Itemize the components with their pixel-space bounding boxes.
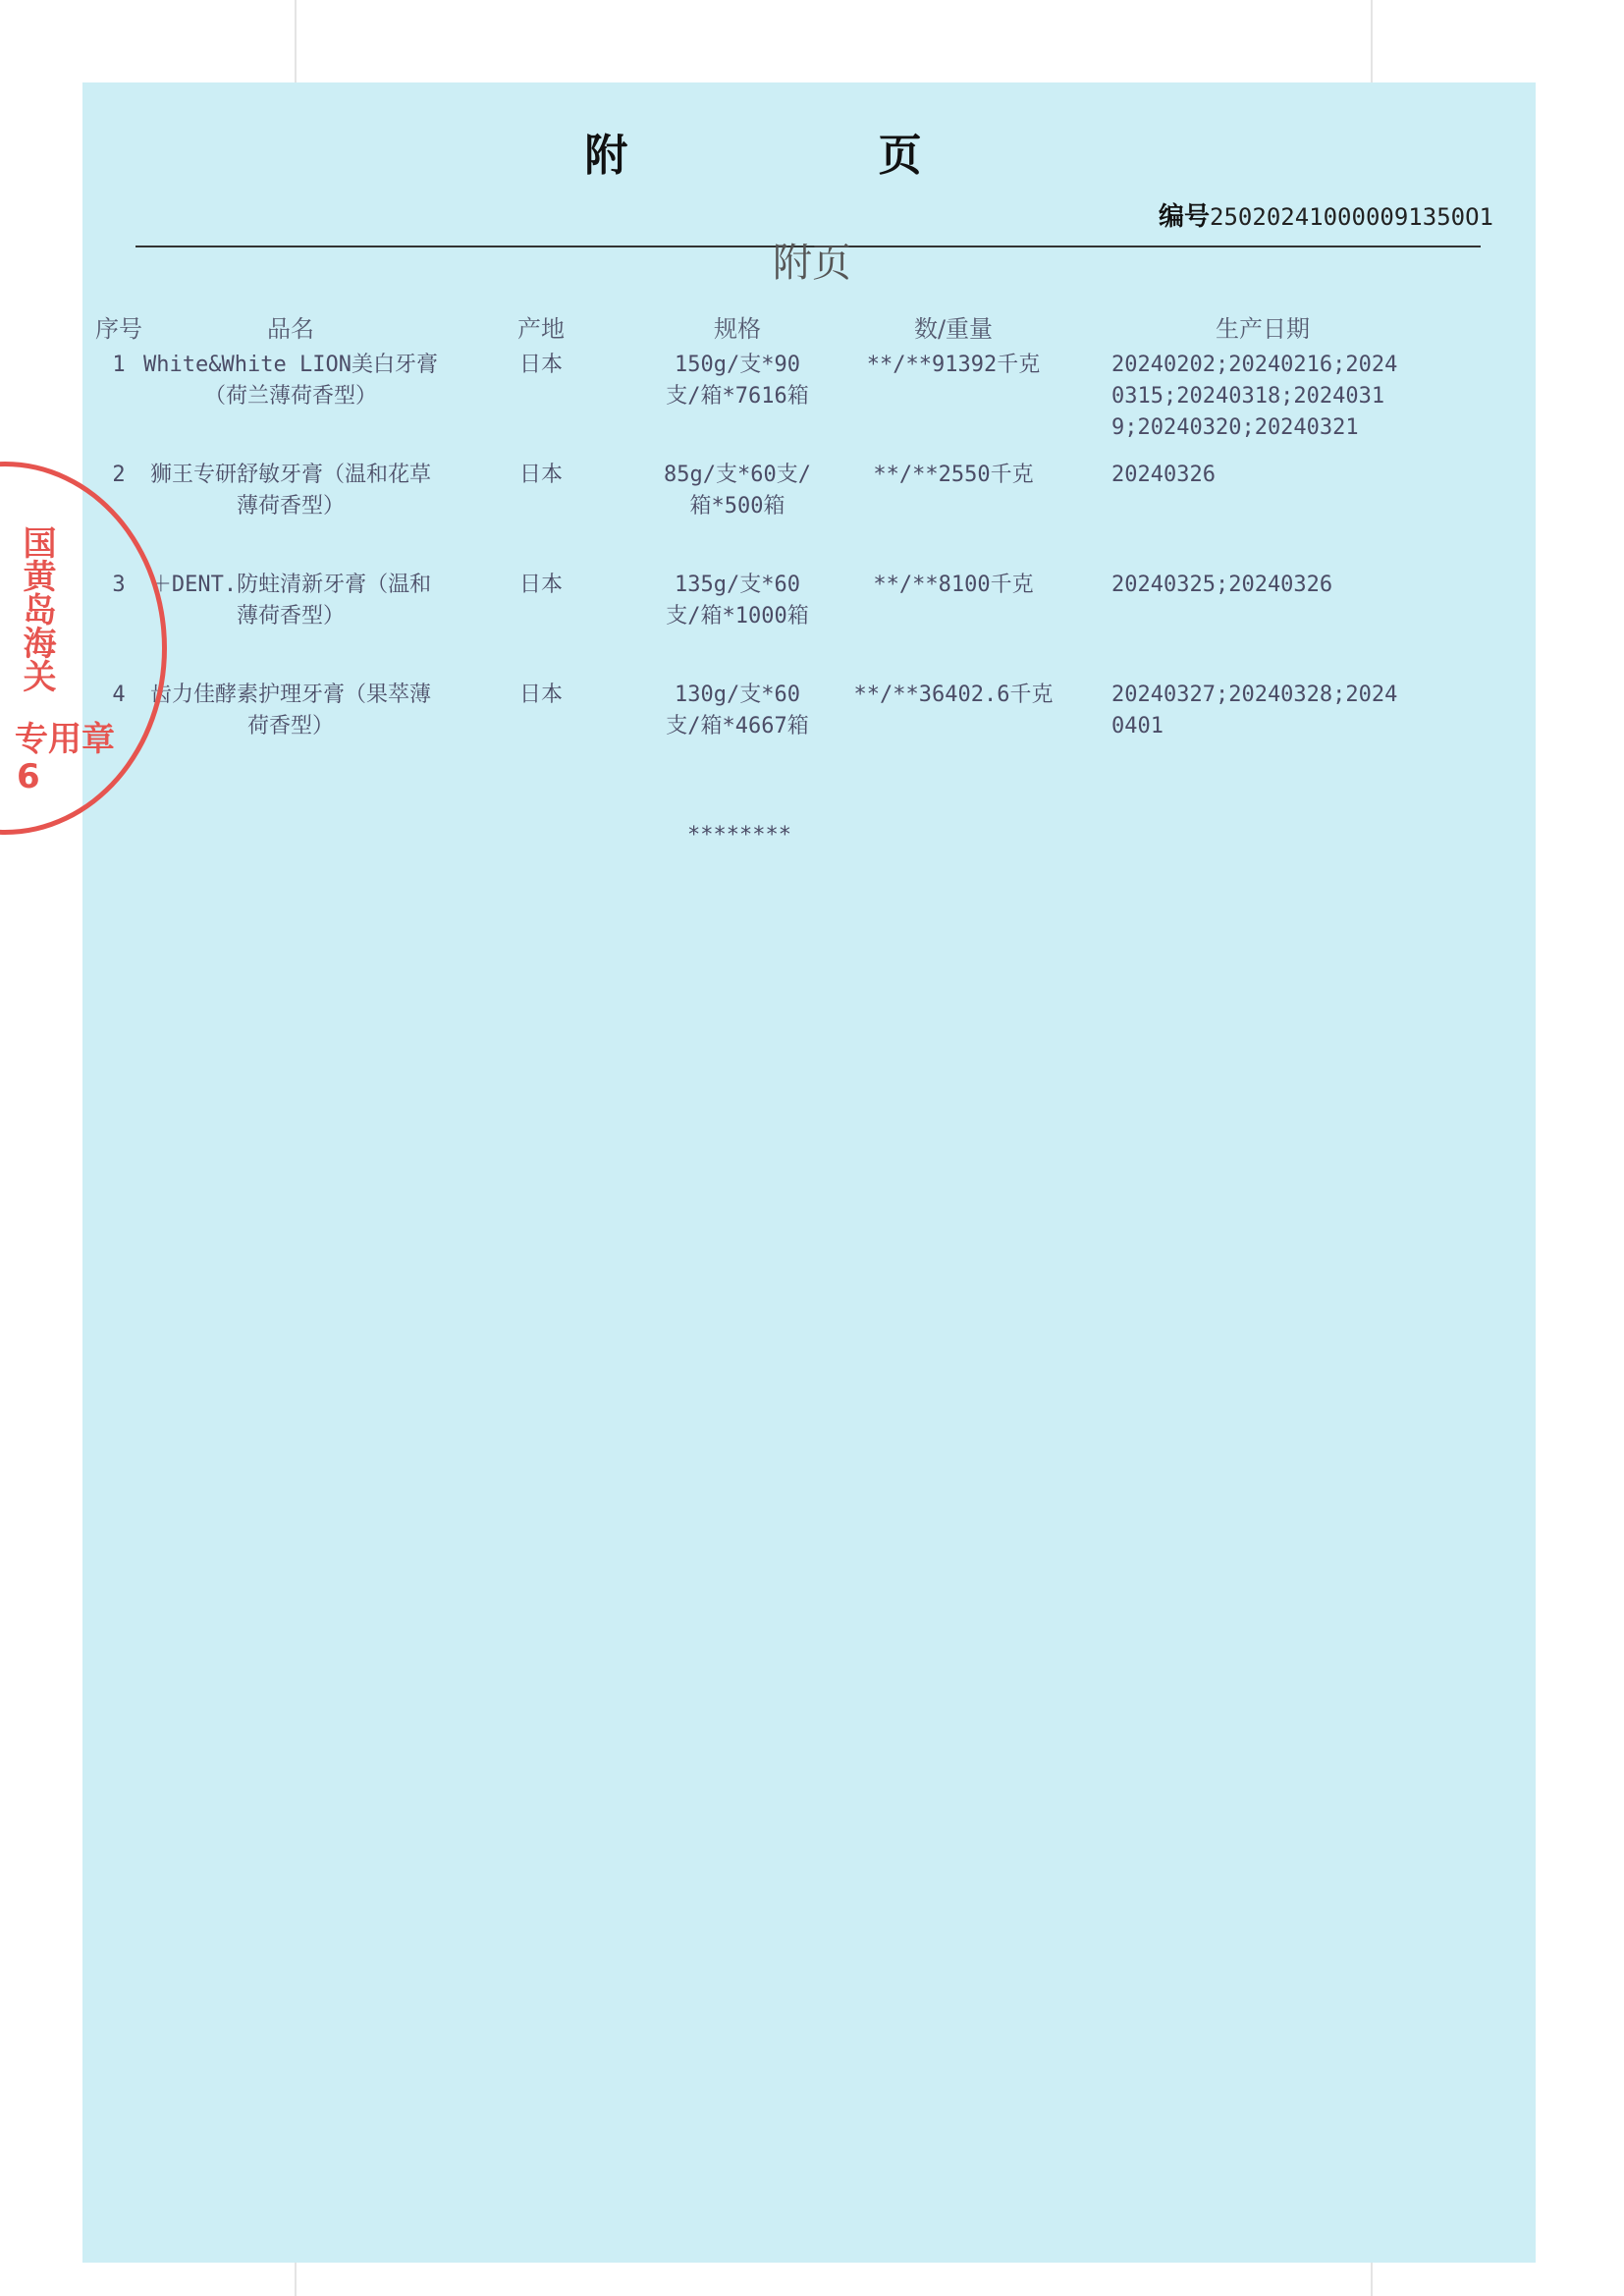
cell-dates: 20240326 [1111,463,1216,487]
cell-spec: 130g/支*60支/箱*4667箱 [666,683,809,738]
serial-label: 编号 [1159,202,1211,232]
seal-text-top: 国黄岛海关 [17,525,56,692]
cell-origin: 日本 [518,683,563,707]
table-end-mark: ******** [687,823,791,847]
table-row [94,566,1508,676]
cell-name: 齿力佳酵素护理牙膏（果萃薄荷香型） [149,683,431,738]
cell-no: 2 [112,463,126,487]
col-header-origin: 产地 [517,314,565,343]
cell-qty: **/**36402.6千克 [853,683,1054,707]
goods-table [94,306,1508,786]
cell-name: 狮王专研舒敏牙膏（温和花草薄荷香型） [149,463,431,519]
page-title: 附 页 [584,131,1040,181]
cell-dates: 20240327;20240328;20240401 [1111,683,1398,738]
table-row [94,346,1508,456]
serial-value: 250202410000091350O1 [1210,203,1493,231]
cell-origin: 日本 [518,353,563,377]
col-header-spec: 规格 [714,314,761,343]
cell-qty: **/**2550千克 [873,463,1034,487]
cell-dates: 20240325;20240326 [1111,573,1333,597]
cell-no: 1 [112,353,126,377]
cell-spec: 150g/支*90支/箱*7616箱 [666,353,809,409]
cell-no: 4 [112,683,126,707]
seal-text-mid: 专用章 [15,720,115,759]
cell-spec: 135g/支*60支/箱*1000箱 [666,573,809,629]
col-header-name: 品名 [267,314,314,343]
cell-origin: 日本 [518,463,563,487]
cell-qty: **/**91392千克 [866,353,1041,377]
cell-qty: **/**8100千克 [873,573,1034,597]
cell-dates: 20240202;20240216;20240315;20240318;20240319;20240320;20240321 [1111,353,1398,440]
watermark-subtitle: 附页 [773,241,851,286]
cell-spec: 85g/支*60支/箱*500箱 [664,463,811,519]
table-row [94,456,1508,566]
cell-no: 3 [112,573,126,597]
col-header-qty: 数/重量 [913,314,994,343]
col-header-no: 序号 [95,314,142,343]
table-row [94,676,1508,786]
col-header-dates: 生产日期 [1216,314,1310,343]
table-header-row [94,306,1508,346]
seal-text-bot: 6 [17,757,40,796]
cell-name: White&White LION美白牙膏（荷兰薄荷香型） [143,353,438,409]
cell-origin: 日本 [518,573,563,597]
cell-name: ＋DENT.防蛀清新牙膏（温和薄荷香型） [149,573,432,629]
serial-number [1159,196,1493,233]
